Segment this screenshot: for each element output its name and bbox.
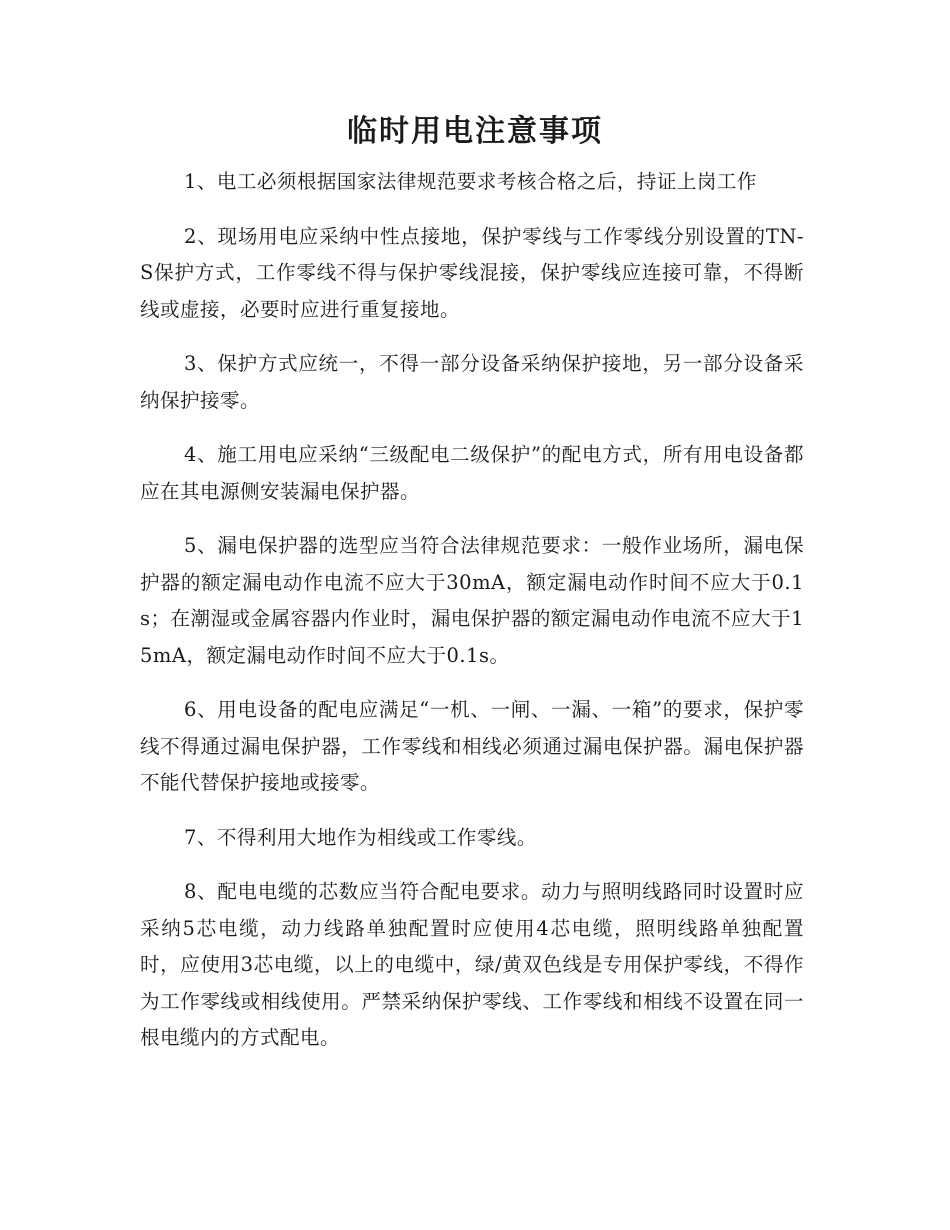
paragraph-7: 7、不得利用大地作为相线或工作零线。 [184,825,537,849]
paragraph-5: 5、漏电保护器的选型应当符合法律规范要求：一般作业场所，漏电保护器的额定漏电动作电流不应大于30mA，额定漏电动作时间不应大于0.1s；在潮湿或金属容器内作业时，漏电保护器的额定漏电动作电流不应大于15mA，额定漏电动作时间不应大于0.1s。 [140,534,804,667]
paragraph-2: 2、现场用电应采纳中性点接地，保护零线与工作零线分别设置的TN-S保护方式，工作零线不得与保护零线混接，保护零线应连接可靠，不得断线或虚接，必要时应进行重复接地。 [140,224,804,321]
paragraph-8: 8、配电电缆的芯数应当符合配电要求。动力与照明线路同时设置时应采纳5芯电缆，动力线路单独配置时应使用4芯电缆，照明线路单独配置时，应使用3芯电缆，以上的电缆中，绿/黄双色线是专用保护零线，不得作为工作零线或相线使用。严禁采纳保护零线、工作零线和相线不设置在同一根电缆内的方式配电。 [140,880,804,1049]
paragraph-6: 6、用电设备的配电应满足“一机、一闸、一漏、一箱”的要求，保护零线不得通过漏电保护器，工作零线和相线必须通过漏电保护器。漏电保护器不能代替保护接地或接零。 [140,698,804,794]
document-body [140,164,804,1075]
paragraph-1: 1、电工必须根据国家法律规范要求考核合格之后，持证上岗工作 [184,170,757,193]
document-title: 临时用电注意事项 [347,114,603,149]
paragraph-3: 3、保护方式应统一，不得一部分设备采纳保护接地，另一部分设备采纳保护接零。 [140,352,804,412]
paragraph-4: 4、施工用电应采纳“三级配电二级保护”的配电方式，所有用电设备都应在其电源侧安装漏电保护器。 [140,443,804,503]
